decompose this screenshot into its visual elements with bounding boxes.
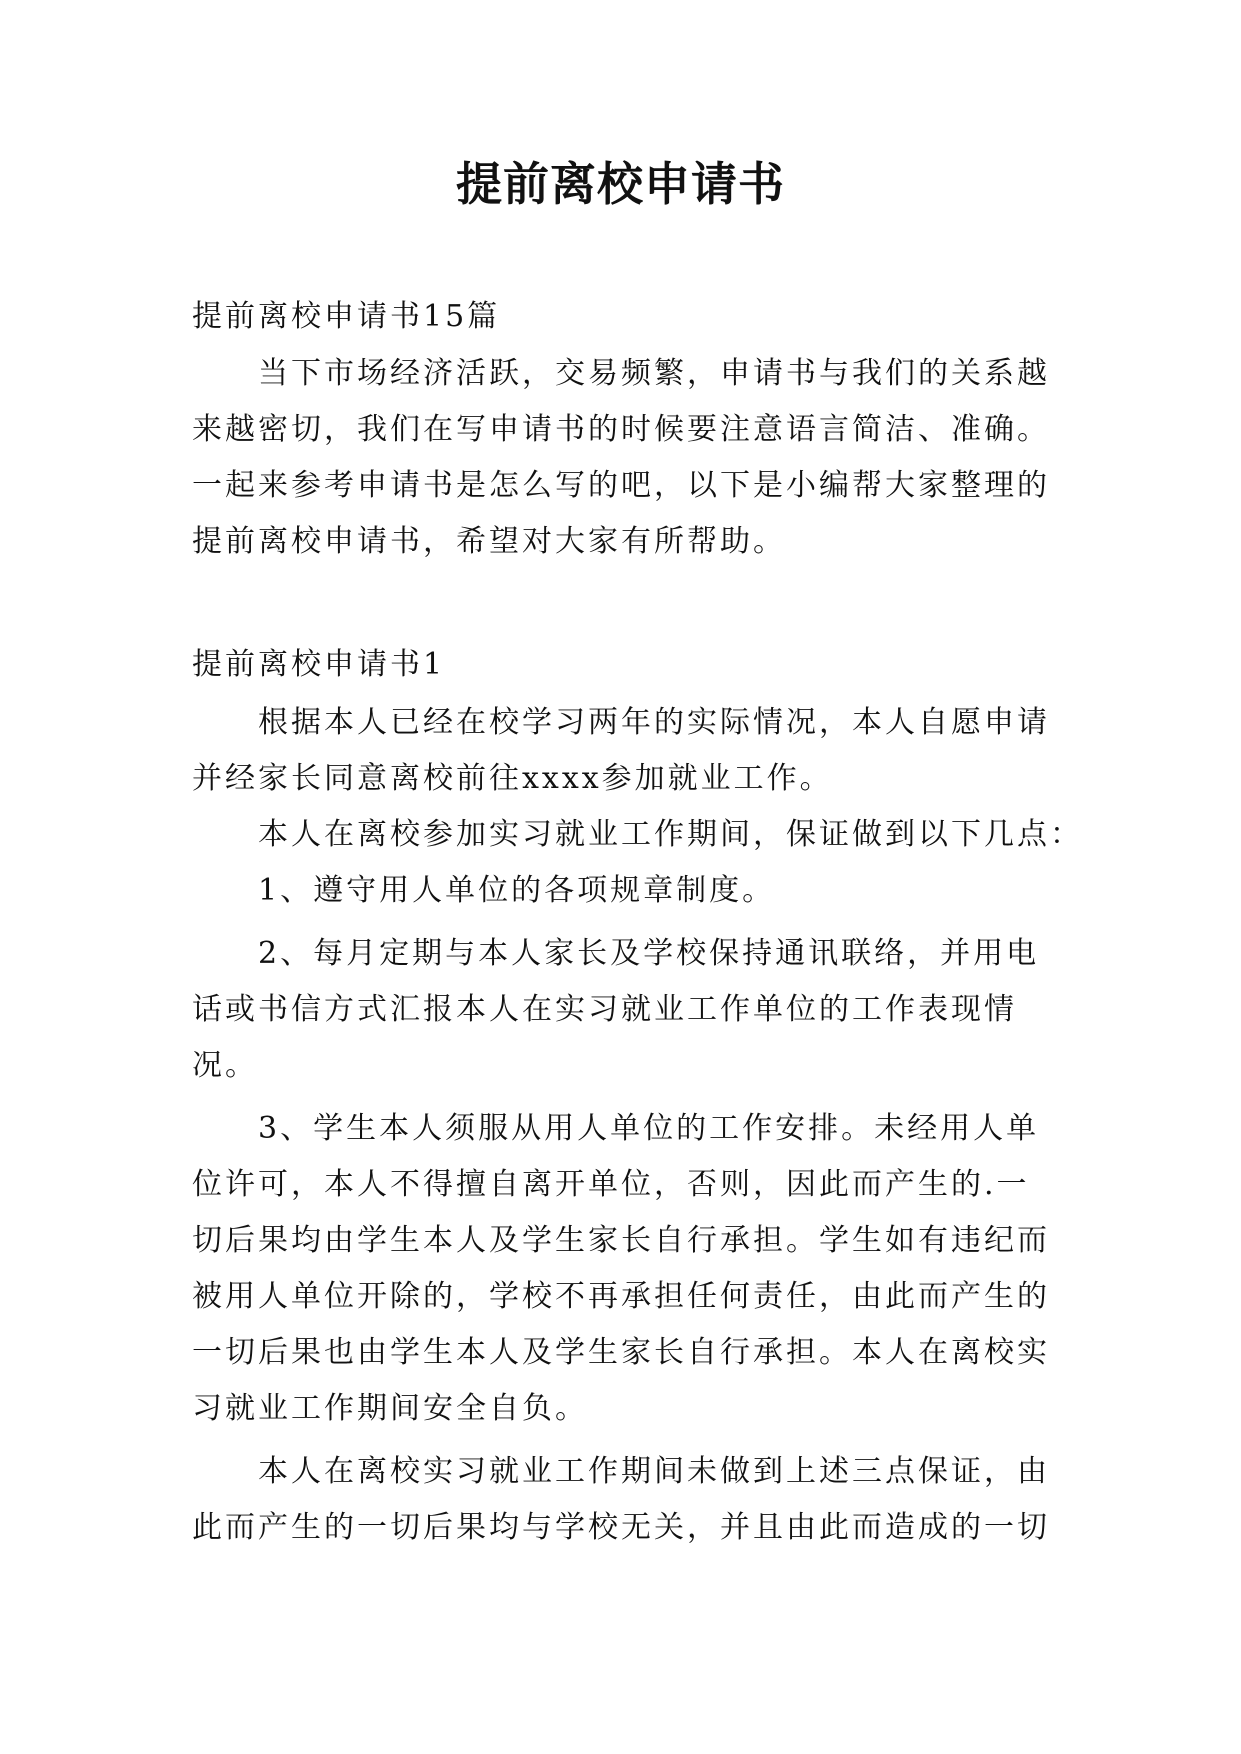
subtitle-line: 提前离校申请书15篇 [192,299,501,334]
body-line: 被用人单位开除的，学校不再承担任何责任，由此而产生的 [192,1279,1050,1314]
body-line: 话或书信方式汇报本人在实习就业工作单位的工作表现情 [192,992,1017,1027]
body-line: 位许可，本人不得擅自离开单位，否则，因此而产生的.一 [192,1167,1030,1202]
body-line: 2、每月定期与本人家长及学校保持通讯联络，并用电 [258,936,1040,971]
intro-line: 一起来参考申请书是怎么写的吧，以下是小编帮大家整理的 [192,468,1050,503]
body-line: 本人在离校实习就业工作期间未做到上述三点保证，由 [258,1454,1050,1489]
body-line: 切后果均由学生本人及学生家长自行承担。学生如有违纪而 [192,1223,1050,1258]
body-line: 本人在离校参加实习就业工作期间，保证做到以下几点： [258,817,1083,852]
body-line: 根据本人已经在校学习两年的实际情况，本人自愿申请 [258,705,1050,740]
body-line: 况。 [192,1048,258,1083]
document-title: 提前离校申请书 [456,157,785,211]
body-line: 并经家长同意离校前往xxxx参加就业工作。 [192,761,833,796]
intro-line: 提前离校申请书，希望对大家有所帮助。 [192,524,786,559]
intro-line: 来越密切，我们在写申请书的时候要注意语言简洁、准确。 [192,412,1050,447]
body-line: 1、遵守用人单位的各项规章制度。 [258,873,776,908]
body-line: 一切后果也由学生本人及学生家长自行承担。本人在离校实 [192,1335,1050,1370]
body-line: 此而产生的一切后果均与学校无关，并且由此而造成的一切 [192,1510,1050,1545]
body-line: 3、学生本人须服从用人单位的工作安排。未经用人单 [258,1111,1040,1146]
body-line: 习就业工作期间安全自负。 [192,1391,588,1426]
section-heading: 提前离校申请书1 [192,647,446,682]
intro-line: 当下市场经济活跃，交易频繁，申请书与我们的关系越 [258,356,1050,391]
